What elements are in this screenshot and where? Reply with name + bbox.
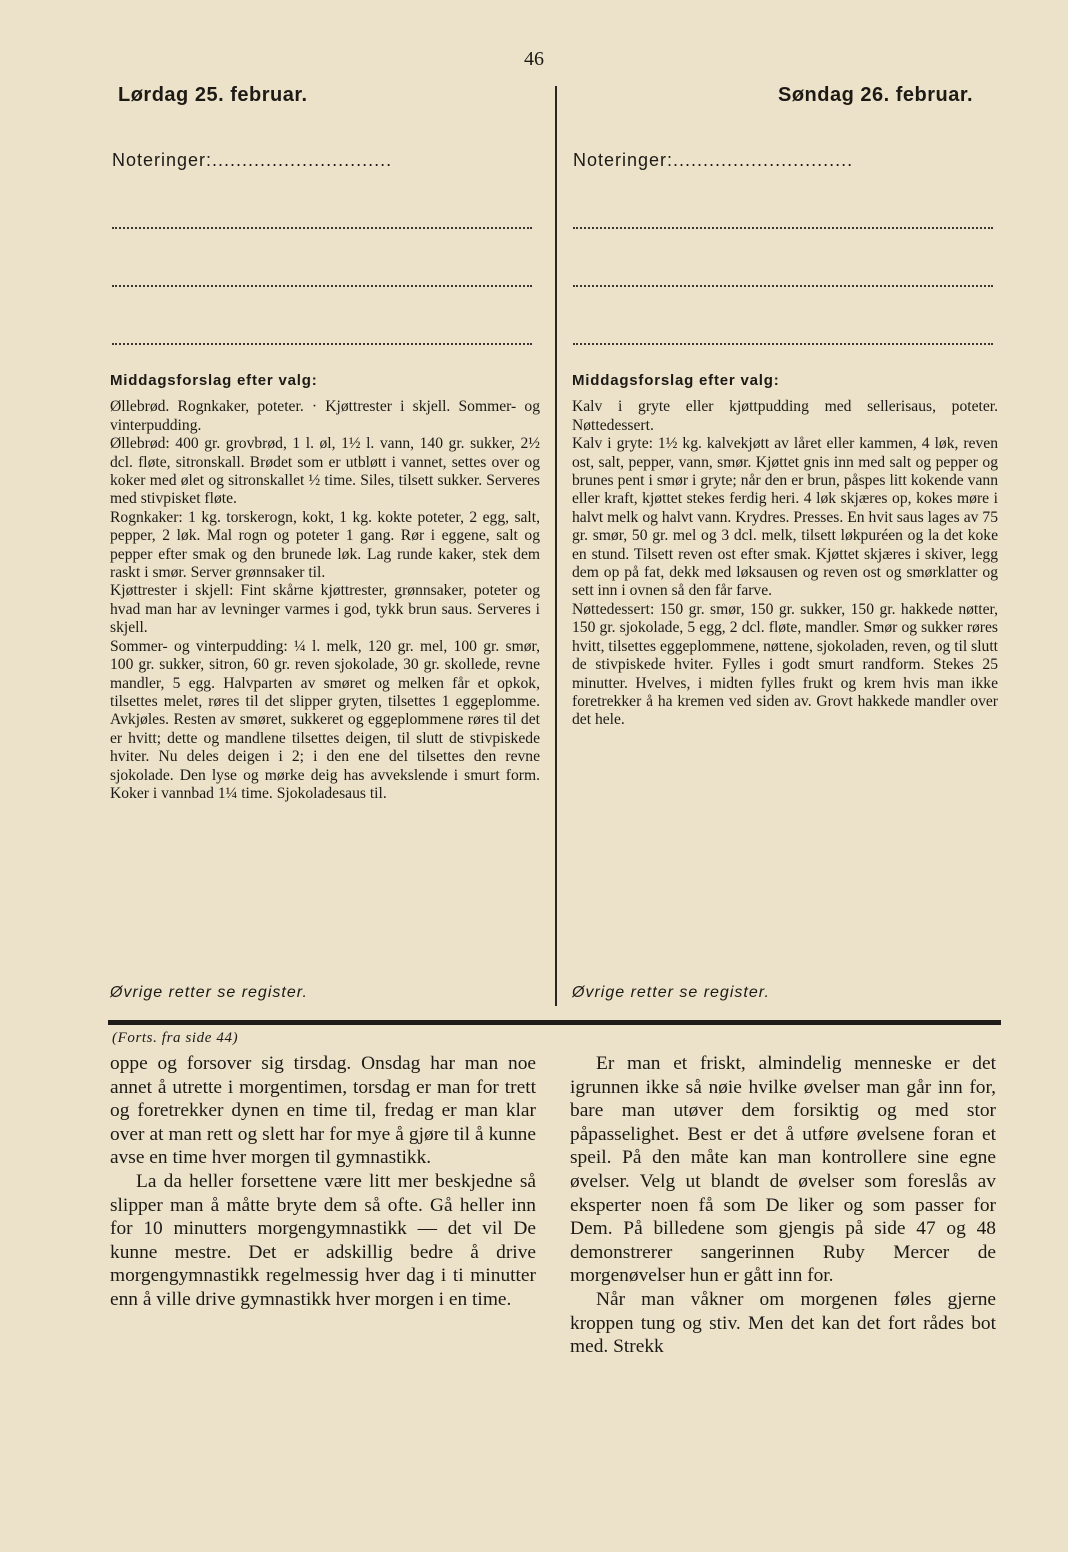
- note-line: [112, 207, 532, 229]
- page-number: 46: [524, 48, 544, 70]
- note-line: [112, 323, 532, 345]
- right-recipe-heading: Middagsforslag efter valg:: [572, 372, 780, 389]
- recipe-paragraph: Øllebrød: 400 gr. grovbrød, 1 l. øl, 1½ l. vann, 140 gr. sukker, 2½ dcl. fløte, sitronskall. Brødet som er utbløtt i vannet, settes over og koker med ølet og sitronskallet ½ time. Siles, tilsett sukker. Serveres med stivpisket fløte.: [110, 435, 540, 508]
- notes-dots: ..............................: [673, 150, 854, 170]
- note-line: [112, 265, 532, 287]
- note-line: [573, 207, 993, 229]
- right-notes-label: Noteringer:: [573, 150, 674, 170]
- right-recipes: [572, 372, 998, 730]
- recipe-paragraph: Kalv i gryte eller kjøttpudding med sellerisaus, poteter. Nøttedessert.: [572, 398, 998, 434]
- right-other-dishes: Øvrige retter se register.: [572, 984, 770, 1001]
- left-other-dishes: Øvrige retter se register.: [110, 984, 308, 1001]
- recipe-paragraph: Sommer- og vinterpudding: ¼ l. melk, 120 gr. mel, 100 gr. smør, 100 gr. sukker, sitron, 60 gr. reven sjokolade, 30 gr. skollede, revne mandler, 5 egg. Halvparten av smøret og melken får et opkok, tilsettes melet, røres til det slipper gryten, tilsettes 1 eggeplomme. Avkjøles. Resten av smøret, sukkeret og eggeplommene røres til det er hvitt; dette og mandlene tilsettes deigen, til slutt de stivpiskede hviter. Nu deles deigen i 2; i den ene del tilsettes den revne sjokolade. Den lyse og mørke deig has avvekslende i smurt form. Koker i vannbad 1¼ time. Sjokoladesaus til.: [110, 637, 540, 802]
- left-recipes: [110, 372, 540, 803]
- article-right-column: [570, 1052, 996, 1359]
- left-notes-label: Noteringer:: [112, 150, 213, 170]
- horizontal-rule: [108, 1020, 1001, 1025]
- article-paragraph: La da heller forsettene være litt mer beskjedne så slipper man å måtte bryte dem så ofte. Gå heller inn for 10 minutters morgengymnastikk — det vil De kunne mestre. Det er adskillig bedre å drive morgengymnastikk regelmessig hver dag i ti minutter enn å ville drive gymnastikk hver morgen i en time.: [110, 1170, 536, 1310]
- column-divider: [555, 86, 557, 1006]
- article-paragraph: Er man et friskt, almindelig menneske er det igrunnen ikke så nøie hvilke øvelser man går inn for, bare man utøver dem forsiktig og med stor påpasselighet. Best er det å utføre øvelsene foran et speil. På den måte kan man kontrollere sine egne øvelser. Velg ut blandt de øvelser som foreslås av eksperter noen få som De liker og som passer for Dem. På billedene som gjengis på side 47 og 48 demonstrerer sangerinnen Ruby Mercer de morgenøvelser hun er gått inn for.: [570, 1053, 996, 1287]
- note-line: [573, 323, 993, 345]
- notes-dots: ..............................: [212, 150, 393, 170]
- recipe-paragraph: Rognkaker: 1 kg. torskerogn, kokt, 1 kg. kokte poteter, 2 egg, salt, pepper, 2 løk. Mal rogn og poteter 1 gang. Rør i eggene, salt og pepper efter smak og den brunede løk. Lag runde kaker, stek dem raskt i smør. Server grønnsaker til.: [110, 508, 540, 582]
- continued-note: (Forts. fra side 44): [112, 1030, 239, 1046]
- recipe-paragraph: Øllebrød. Rognkaker, poteter. · Kjøttrester i skjell. Sommer- og vinterpudding.: [110, 398, 540, 434]
- right-day-title: Søndag 26. februar.: [778, 84, 974, 106]
- recipe-paragraph: Kjøttrester i skjell: Fint skårne kjøttrester, grønnsaker, poteter og hvad man har av levninger varmes i god, tykk brun saus. Serveres i skjell.: [110, 582, 540, 637]
- left-notes: [112, 150, 537, 345]
- article-paragraph: oppe og forsover sig tirsdag. Onsdag har man noe annet å utrette i morgentimen, torsdag er man for trett og foretrekker dynen en time til, fredag er man klar over at man rett og slett har for mye å gjøre til å kunne avse en time hver morgen til gymnastikk.: [110, 1053, 536, 1169]
- left-recipe-heading: Middagsforslag efter valg:: [110, 372, 318, 389]
- article-left-column: [110, 1052, 536, 1312]
- left-day-title: Lørdag 25. februar.: [118, 84, 308, 106]
- recipe-paragraph: Nøttedessert: 150 gr. smør, 150 gr. sukker, 150 gr. hakkede nøtter, 150 gr. sjokolade, 5 egg, 2 dcl. fløte, mandler. Smør og sukker røres hvitt, tilsettes eggeplommene, nøttene, sjokoladen, reven, og til slutt de stivpiskede hviter. Fylles i godt smurt randform. Stekes 25 minutter. Hvelves, i midten fylles frukt og krem hvis man ikke foretrekker å ha kremen ved siden av. Grovt hakkede mandler over det hele.: [572, 600, 998, 729]
- article-paragraph: Når man våkner om morgenen føles gjerne kroppen tung og stiv. Men det kan det fort rådes bot med. Strekk: [570, 1288, 996, 1358]
- note-line: [573, 265, 993, 287]
- recipe-paragraph: Kalv i gryte: 1½ kg. kalvekjøtt av låret eller kammen, 4 løk, reven ost, salt, pepper, vann, smør. Kjøttet gnis inn med salt og pepper og brunes pent i smør i gryte; når den er brun, påspes litt kokende vann eller kraft, kjøttet stekes ferdig heri. 4 løk skjæres op, kokes møre i halvt melk og halvt vann. Krydres. Presses. En hvit saus lages av 75 gr. smør, 50 gr. mel og 3 dcl. melk, tilsett løkpuréen og la det koke en stund. Tilsett reven ost efter smak. Kjøttet skjæres i skiver, legg dem op på fat, dekk med løksausen og reven ost og smørklatter og sett inn i ovnen så den får farve.: [572, 435, 998, 600]
- right-notes: [573, 150, 998, 345]
